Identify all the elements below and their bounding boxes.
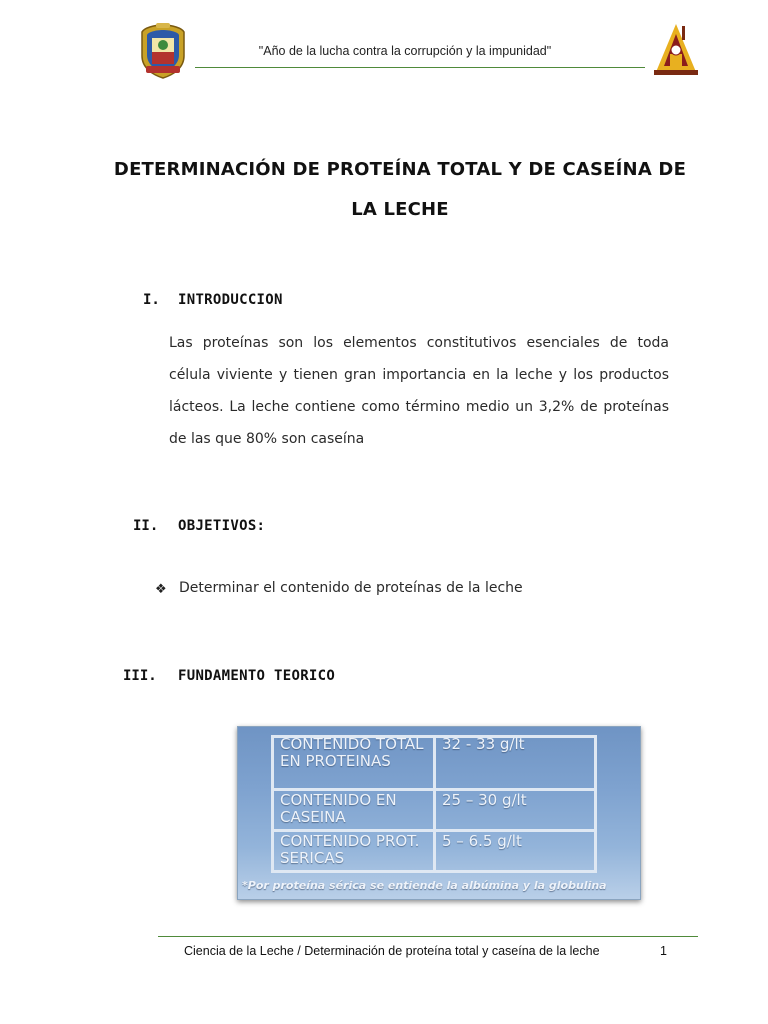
footer-running-title: Ciencia de la Leche / Determinación de proteína total y caseína de la leche bbox=[184, 944, 600, 958]
university-crest-logo bbox=[138, 22, 188, 80]
section-title-fundamentals: FUNDAMENTO TEORICO bbox=[178, 668, 336, 684]
table-horizontal-rule bbox=[271, 870, 597, 873]
table-row-value: 32 - 33 g/lt bbox=[442, 735, 525, 753]
section-number-objectives: II. bbox=[133, 518, 159, 534]
objective-item: Determinar el contenido de proteínas de la leche bbox=[179, 580, 523, 596]
header-motto: "Año de la lucha contra la corrupción y la impunidad" bbox=[258, 44, 552, 58]
table-vertical-rule bbox=[271, 735, 274, 873]
section-number-fundamentals: III. bbox=[123, 668, 157, 684]
document-title bbox=[110, 150, 690, 230]
table-footnote: *Por proteína sérica se entiende la albúmina y la globulina bbox=[242, 879, 607, 892]
protein-content-table bbox=[237, 726, 641, 900]
table-row-label: CONTENIDO TOTAL EN PROTEINAS bbox=[280, 735, 424, 770]
footer-divider bbox=[158, 936, 698, 937]
faculty-logo bbox=[650, 20, 702, 78]
table-row-value: 5 – 6.5 g/lt bbox=[442, 832, 522, 850]
section-title-intro: INTRODUCCION bbox=[178, 292, 283, 308]
table-row-label: CONTENIDO EN CASEINA bbox=[280, 791, 397, 826]
table-row-value: 25 – 30 g/lt bbox=[442, 791, 527, 809]
table-vertical-rule bbox=[433, 735, 436, 873]
introduction-paragraph: Las proteínas son los elementos constitutivos esenciales de toda célula viviente y tienen gran importancia en la leche y los productos lácteos. La leche contiene como término medio un 3,2% de proteínas de las que 80% son caseína bbox=[169, 335, 669, 447]
diamond-bullet-icon: ❖ bbox=[155, 582, 167, 597]
page-number: 1 bbox=[660, 944, 667, 958]
section-title-objectives: OBJETIVOS: bbox=[178, 518, 266, 534]
section-number-intro: I. bbox=[143, 292, 160, 308]
document-title-line-2: LA LECHE bbox=[351, 199, 449, 220]
header-divider bbox=[195, 67, 645, 68]
document-title-line-1: DETERMINACIÓN DE PROTEÍNA TOTAL Y DE CASEÍNA DE bbox=[113, 159, 687, 180]
table-vertical-rule bbox=[594, 735, 597, 873]
table-row-label: CONTENIDO PROT. SERICAS bbox=[280, 832, 420, 867]
